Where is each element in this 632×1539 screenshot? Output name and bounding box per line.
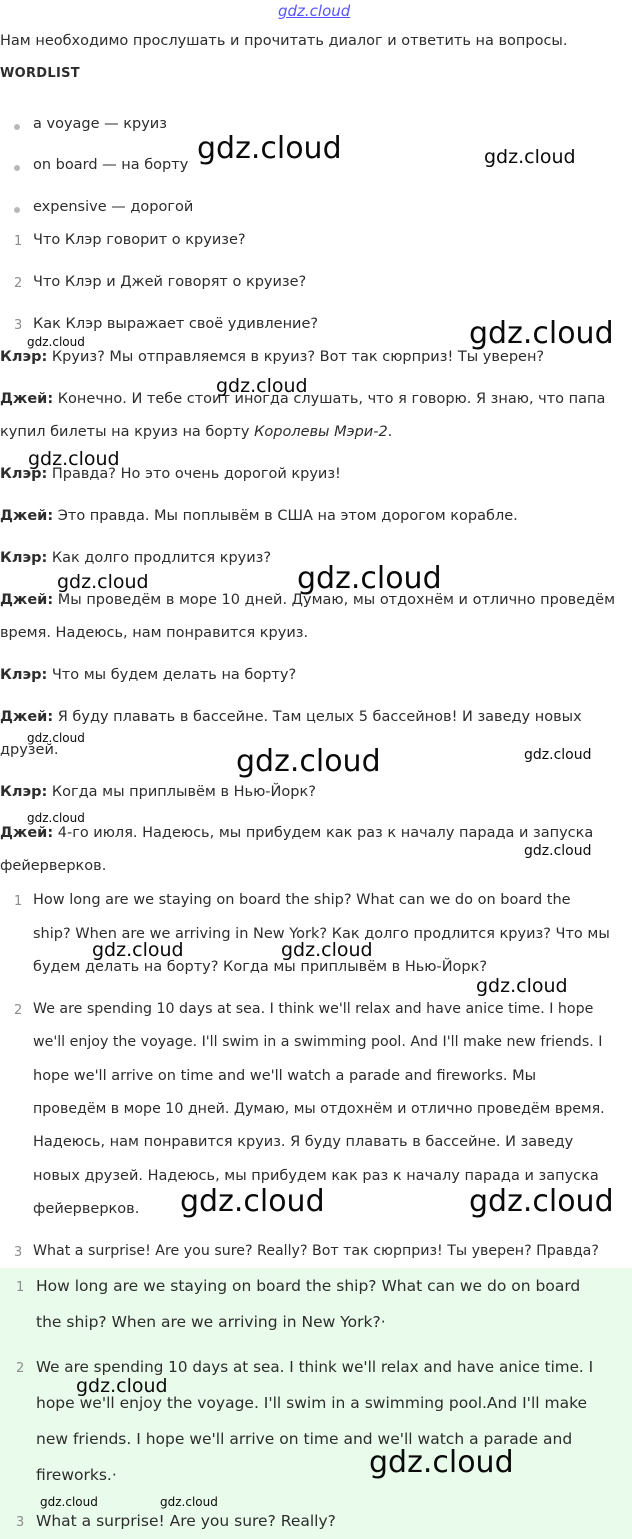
- watermark: gdz.cloud: [369, 1445, 514, 1480]
- dialog-line: [0, 508, 518, 524]
- dialog-line: [0, 550, 271, 566]
- watermark: gdz.cloud: [216, 375, 308, 397]
- watermark: gdz.cloud: [236, 744, 381, 779]
- dialog-text: Это правда. Мы поплывём в США на этом дорогом корабле.: [53, 508, 518, 524]
- dialog-line: [0, 424, 392, 440]
- dialog-text: .: [387, 424, 393, 440]
- speaker-name: Клэр:: [0, 784, 48, 800]
- dialog-line: [0, 625, 308, 641]
- dialog-text: фейерверков.: [0, 858, 107, 874]
- answer-number: 3: [16, 1515, 25, 1530]
- answer-line: How long are we staying on board the ship? What can we do on board the: [33, 892, 571, 908]
- speaker-name: Джей:: [0, 391, 54, 407]
- dialog-text: купил билеты на круиз на борту: [0, 424, 255, 440]
- watermark: gdz.cloud: [484, 146, 576, 168]
- answer-line: What a surprise! Are you sure? Really?: [36, 1512, 336, 1530]
- answer-line: hope we'll arrive on time and we'll watch a parade and fireworks. Мы: [33, 1068, 537, 1084]
- speaker-name: Джей:: [0, 825, 54, 841]
- answer-number: 1: [16, 1280, 25, 1295]
- question-item: Что Клэр и Джей говорят о круизе?: [33, 274, 307, 290]
- watermark: gdz.cloud: [180, 1184, 325, 1219]
- answer-line: new friends. I hope we'll arrive on time and we'll watch a parade and: [36, 1430, 573, 1448]
- answer-line: we'll enjoy the voyage. I'll swim in a swimming pool. And I'll make new friends. I: [33, 1034, 603, 1050]
- answer-line: the ship? When are we arriving in New York?·: [36, 1313, 386, 1331]
- dialog-text: Я буду плавать в бассейне. Там целых 5 бассейнов! И заведу новых: [53, 709, 582, 725]
- watermark: gdz.cloud: [160, 1495, 218, 1509]
- dialog-text: Когда мы приплывём в Нью-Йорк?: [47, 784, 316, 800]
- dialog-text: Правда? Но это очень дорогой круиз!: [47, 466, 341, 482]
- bullet-icon: [14, 165, 20, 171]
- question-number: 2: [14, 276, 23, 291]
- watermark: gdz.cloud: [27, 731, 85, 745]
- dialog-line: [0, 349, 544, 365]
- speaker-name: Клэр:: [0, 349, 48, 365]
- dialog-line: [0, 667, 296, 683]
- ship-name: Королевы Мэри-2: [254, 424, 388, 440]
- watermark: gdz.cloud: [476, 975, 568, 997]
- watermark: gdz.cloud: [57, 571, 149, 593]
- watermark: gdz.cloud: [524, 843, 592, 859]
- answer-line: Надеюсь, нам понравится круиз. Я буду плавать в бассейне. И заведу: [33, 1134, 574, 1150]
- speaker-name: Клэр:: [0, 550, 48, 566]
- wordlist-item: expensive — дорогой: [33, 199, 194, 215]
- watermark: gdz.cloud: [92, 939, 184, 961]
- dialog-line: [0, 825, 593, 841]
- watermark: gdz.cloud: [28, 448, 120, 470]
- answer-line: фейерверков.: [33, 1201, 140, 1217]
- wordlist-item: a voyage — круиз: [33, 116, 167, 132]
- question-item: Как Клэр выражает своё удивление?: [33, 316, 319, 332]
- answer-line: What a surprise! Are you sure? Really? Вот так сюрприз! Ты уверен? Правда?: [33, 1243, 599, 1259]
- dialog-text: Круиз? Мы отправляемся в круиз? Вот так сюрприз! Ты уверен?: [47, 349, 545, 365]
- answer-line: hope we'll enjoy the voyage. I'll swim in a swimming pool.And I'll make: [36, 1394, 588, 1412]
- speaker-name: Джей:: [0, 592, 54, 608]
- watermark: gdz.cloud: [27, 335, 85, 349]
- watermark: gdz.cloud: [524, 747, 592, 763]
- question-number: 1: [14, 234, 23, 249]
- answer-line: новых друзей. Надеюсь, мы прибудем как раз к началу парада и запуска: [33, 1168, 599, 1184]
- answer-line: ship? When are we arriving in New York? Как долго продлится круиз? Что мы: [33, 926, 610, 942]
- wordlist-title: WORDLIST: [0, 66, 80, 81]
- question-item: Что Клэр говорит о круизе?: [33, 232, 246, 248]
- speaker-name: Клэр:: [0, 667, 48, 683]
- answer-line: будем делать на борту? Когда мы приплывём в Нью-Йорк?: [33, 959, 488, 975]
- answer-number: 2: [14, 1003, 23, 1018]
- speaker-name: Джей:: [0, 709, 54, 725]
- answer-number: 1: [14, 894, 23, 909]
- answer-line: We are spending 10 days at sea. I think we'll relax and have anice time. I: [36, 1358, 594, 1376]
- watermark: gdz.cloud: [469, 316, 614, 351]
- dialog-text: время. Надеюсь, нам понравится круиз.: [0, 625, 309, 641]
- watermark: gdz.cloud: [281, 939, 373, 961]
- dialog-line: [0, 784, 316, 800]
- answer-line: How long are we staying on board the ship? What can we do on board: [36, 1277, 581, 1295]
- watermark-link[interactable]: gdz.cloud: [278, 2, 351, 20]
- dialog-line: [0, 858, 106, 874]
- watermark: gdz.cloud: [469, 1184, 614, 1219]
- speaker-name: Клэр:: [0, 466, 48, 482]
- speaker-name: Джей:: [0, 508, 54, 524]
- bullet-icon: [14, 207, 20, 213]
- answer-number: 3: [14, 1245, 23, 1260]
- dialog-text: 4-го июля. Надеюсь, мы прибудем как раз к началу парада и запуска: [53, 825, 594, 841]
- answer-number: 2: [16, 1361, 25, 1376]
- dialog-text: друзей.: [0, 742, 59, 758]
- wordlist-item: on board — на борту: [33, 157, 189, 173]
- answer-line: We are spending 10 days at sea. I think we'll relax and have anice time. I hope: [33, 1001, 594, 1017]
- dialog-text: Конечно. И тебе стоит иногда слушать, что я говорю. Я знаю, что папа: [53, 391, 606, 407]
- bullet-icon: [14, 124, 20, 130]
- intro-text: Нам необходимо прослушать и прочитать диалог и ответить на вопросы.: [0, 33, 568, 49]
- dialog-text: Что мы будем делать на борту?: [47, 667, 297, 683]
- watermark: gdz.cloud: [297, 561, 442, 596]
- watermark: gdz.cloud: [197, 131, 342, 166]
- watermark: gdz.cloud: [76, 1375, 168, 1397]
- dialog-text: Как долго продлится круиз?: [47, 550, 272, 566]
- answer-line: fireworks.·: [36, 1466, 117, 1484]
- answer-line: проведём в море 10 дней. Думаю, мы отдохнём и отлично проведём время.: [33, 1101, 605, 1117]
- dialog-text: Мы проведём в море 10 дней. Думаю, мы отдохнём и отлично проведём: [53, 592, 616, 608]
- dialog-line: [0, 709, 582, 725]
- question-number: 3: [14, 318, 23, 333]
- watermark: gdz.cloud: [40, 1495, 98, 1509]
- watermark: gdz.cloud: [27, 811, 85, 825]
